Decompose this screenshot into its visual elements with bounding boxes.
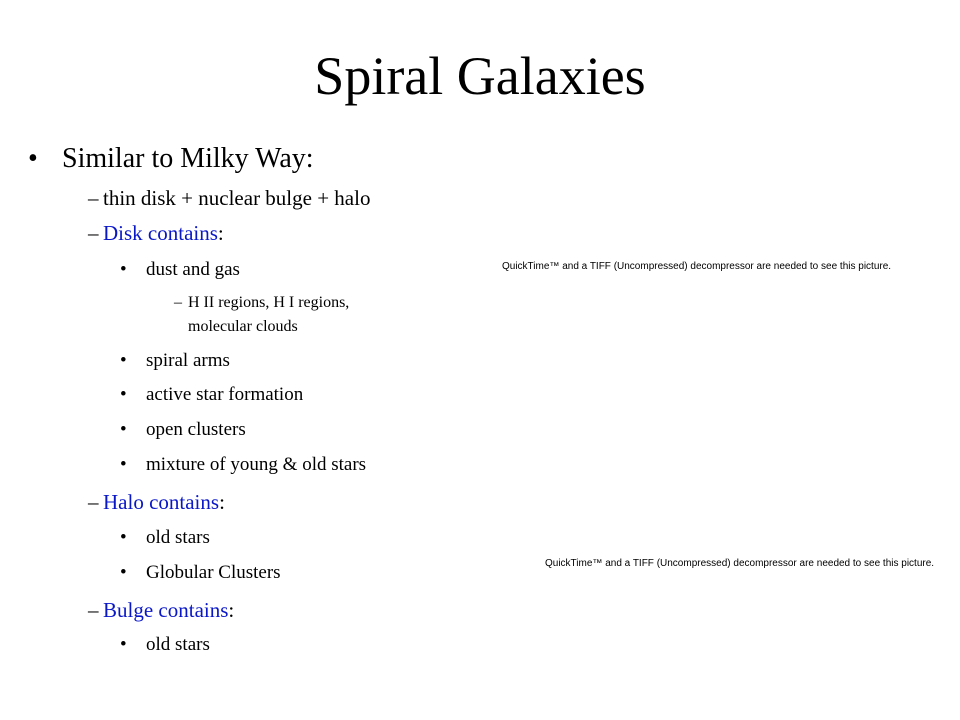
bulge-heading: Bulge contains	[103, 598, 229, 622]
disk-item: dust and gas	[146, 259, 240, 280]
disk-item: open clusters	[146, 419, 246, 440]
dash-marker: –	[88, 598, 99, 622]
disk-subitem-line: H II regions, H I regions,	[188, 294, 350, 311]
quicktime-placeholder-text: QuickTime™ and a TIFF (Uncompressed) decompressor are needed to see this picture.	[502, 261, 892, 272]
dash-marker: –	[174, 294, 182, 311]
halo-heading: Halo contains	[103, 490, 220, 514]
bullet-marker: •	[120, 562, 127, 583]
slide-title: Spiral Galaxies	[314, 46, 646, 106]
structure-line: thin disk + nuclear bulge + halo	[103, 186, 371, 210]
bullet-marker: •	[120, 384, 127, 405]
bullet-marker: •	[120, 634, 127, 655]
dash-marker: –	[88, 221, 99, 245]
halo-heading-line	[103, 490, 225, 515]
disk-heading: Disk contains	[103, 221, 218, 245]
halo-colon: :	[219, 490, 225, 514]
bulge-heading-line	[103, 598, 234, 623]
main-bullet-text: Similar to Milky Way:	[62, 143, 314, 174]
dash-marker: –	[88, 490, 99, 514]
bullet-marker: •	[120, 454, 127, 475]
disk-item: active star formation	[146, 384, 304, 405]
bullet-marker: •	[120, 350, 127, 371]
bullet-marker: •	[28, 143, 38, 174]
disk-item: spiral arms	[146, 350, 230, 371]
bulge-colon: :	[228, 598, 235, 622]
bullet-marker: •	[120, 259, 127, 280]
disk-colon: :	[217, 221, 224, 245]
bullet-marker: •	[120, 527, 127, 548]
quicktime-placeholder-text: QuickTime™ and a TIFF (Uncompressed) decompressor are needed to see this picture.	[545, 558, 935, 569]
bullet-marker: •	[120, 419, 127, 440]
disk-heading-line	[103, 221, 224, 246]
halo-item: Globular Clusters	[146, 562, 281, 583]
bulge-item: old stars	[146, 634, 210, 655]
dash-marker: –	[88, 186, 99, 210]
disk-item: mixture of young & old stars	[146, 454, 367, 475]
halo-item: old stars	[146, 527, 210, 548]
disk-subitem-line: molecular clouds	[188, 318, 298, 335]
